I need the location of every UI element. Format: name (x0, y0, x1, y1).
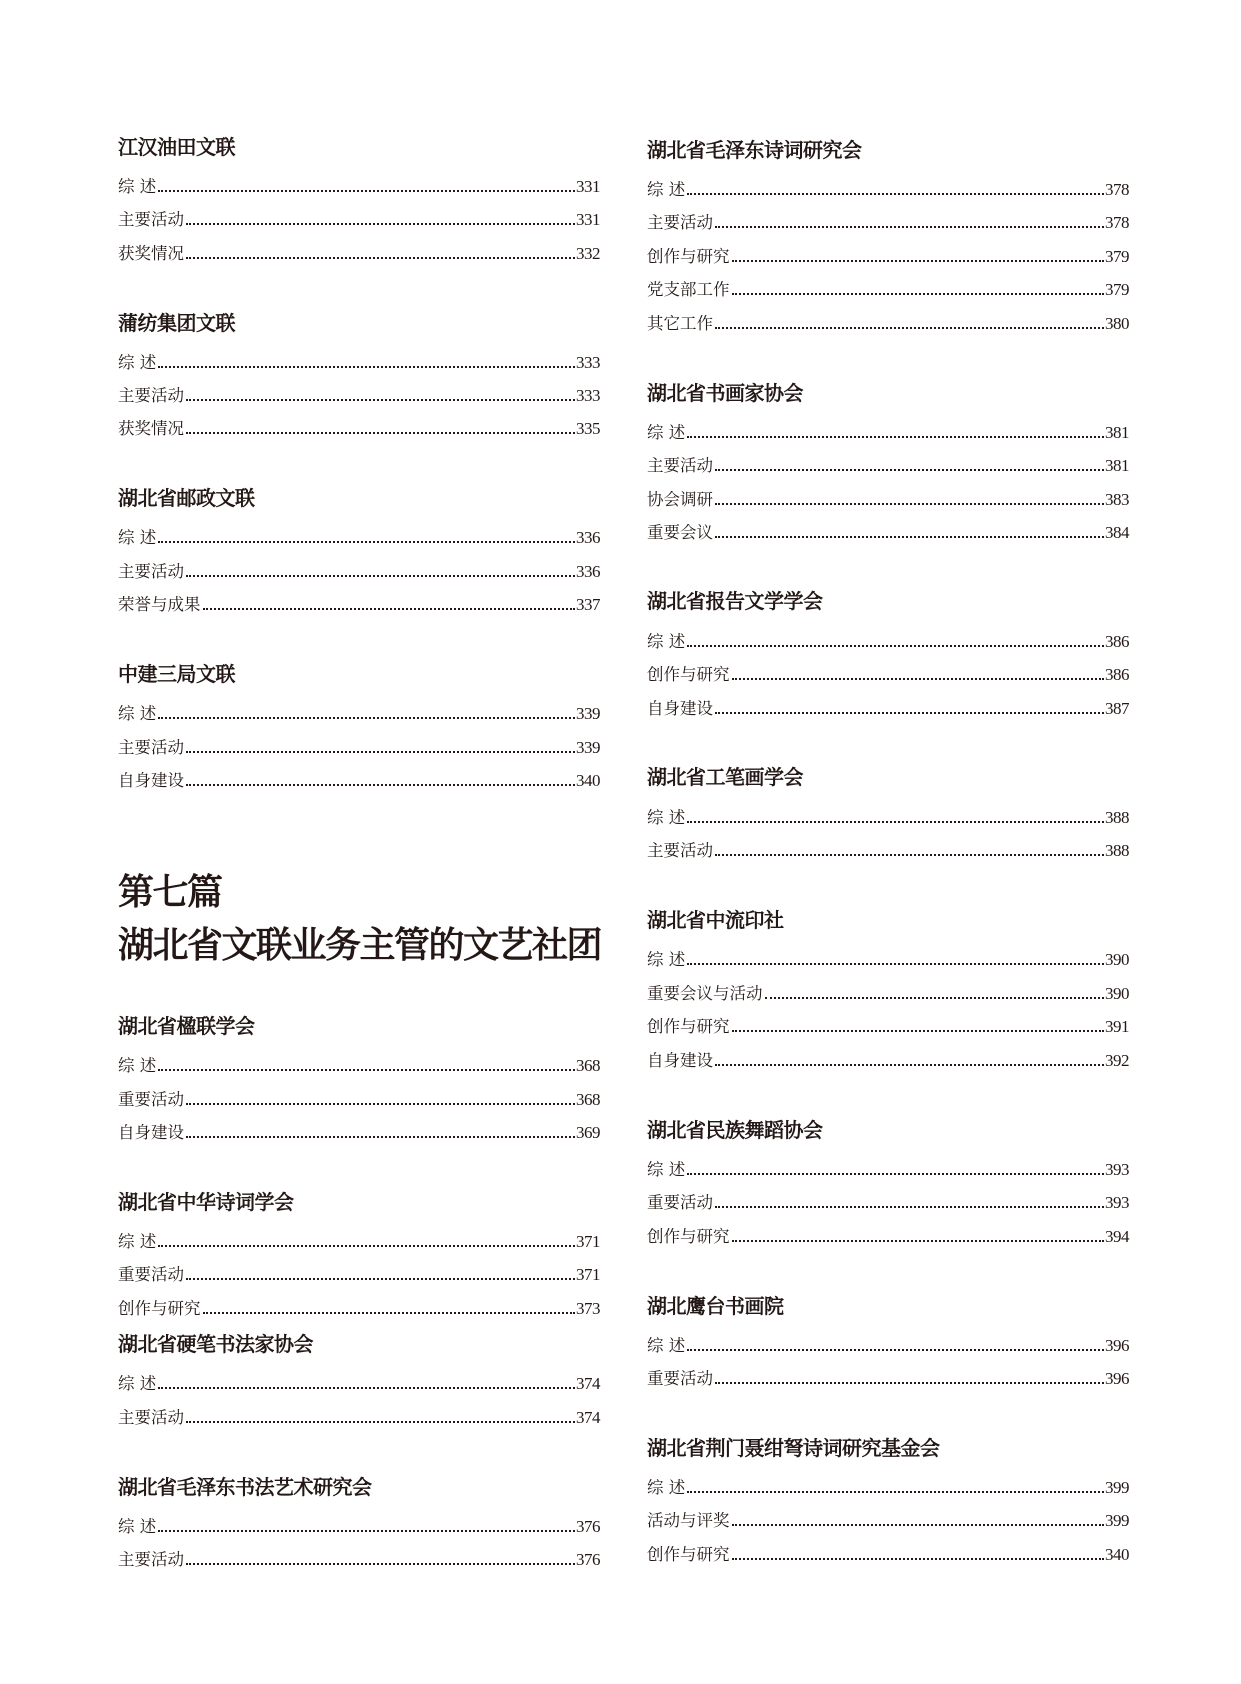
toc-entry[interactable] (647, 421, 1129, 443)
entry-label: 重要会议 (647, 523, 713, 542)
entry-label: 重要活动 (647, 1193, 713, 1212)
dot-leader (203, 1312, 576, 1314)
page-number: 336 (576, 528, 600, 547)
toc-entry[interactable] (647, 982, 1129, 1004)
entry-label: 创作与研究 (647, 1227, 730, 1246)
dot-leader (687, 821, 1104, 823)
dot-leader (158, 717, 575, 719)
dot-leader (186, 751, 575, 753)
entry-label: 创作与研究 (647, 1017, 730, 1036)
entry-label: 自身建设 (647, 699, 713, 718)
entry-label: 主要活动 (118, 738, 184, 757)
dot-leader (186, 223, 575, 225)
section-heading[interactable]: 湖北省书画家协会 (647, 381, 803, 405)
entry-label: 荣誉与成果 (118, 595, 201, 614)
entry-label: 综 述 (118, 1232, 157, 1251)
toc-entry[interactable] (118, 769, 600, 791)
page-number: 374 (576, 1374, 600, 1393)
page-number: 376 (576, 1550, 600, 1569)
dot-leader (687, 1173, 1104, 1175)
toc-entry[interactable] (647, 806, 1129, 828)
page-number: 396 (1105, 1369, 1129, 1388)
toc-entry[interactable] (647, 948, 1129, 970)
toc-entry[interactable] (118, 1230, 600, 1252)
page-number: 388 (1105, 808, 1129, 827)
dot-leader (158, 190, 575, 192)
toc-entry[interactable] (118, 175, 600, 197)
entry-label: 重要会议与活动 (647, 984, 763, 1003)
page-number: 339 (576, 738, 600, 757)
dot-leader (732, 1524, 1105, 1526)
dot-leader (687, 645, 1104, 647)
toc-entry[interactable] (647, 630, 1129, 652)
toc-entry[interactable] (118, 1548, 600, 1570)
entry-label: 重要活动 (118, 1265, 184, 1284)
toc-entry[interactable] (647, 1543, 1129, 1565)
page-number: 331 (576, 177, 600, 196)
page-number: 380 (1105, 314, 1129, 333)
page-number: 333 (576, 353, 600, 372)
page-number: 391 (1105, 1017, 1129, 1036)
entry-label: 党支部工作 (647, 280, 730, 299)
dot-leader (186, 432, 575, 434)
entry-label: 主要活动 (118, 1550, 184, 1569)
dot-leader (687, 1349, 1104, 1351)
toc-entry[interactable] (647, 521, 1129, 543)
toc-left-column (118, 0, 600, 1684)
page-number: 335 (576, 419, 600, 438)
entry-label: 获奖情况 (118, 419, 184, 438)
section-heading[interactable]: 蒲纺集团文联 (118, 311, 235, 335)
entry-label: 自身建设 (647, 1051, 713, 1070)
page-number: 381 (1105, 423, 1129, 442)
section-heading[interactable]: 湖北省硬笔书法家协会 (118, 1332, 313, 1356)
page-number: 339 (576, 704, 600, 723)
dot-leader (732, 293, 1105, 295)
entry-label: 创作与研究 (647, 247, 730, 266)
page-number: 381 (1105, 456, 1129, 475)
entry-label: 主要活动 (647, 213, 713, 232)
dot-leader (687, 436, 1104, 438)
toc-entry[interactable] (647, 245, 1129, 267)
dot-leader (715, 327, 1104, 329)
page-number: 393 (1105, 1160, 1129, 1179)
section-heading[interactable]: 湖北省楹联学会 (118, 1014, 255, 1038)
section-heading[interactable]: 湖北省荆门聂绀弩诗词研究基金会 (647, 1436, 940, 1460)
toc-entry[interactable] (647, 1015, 1129, 1037)
section-heading[interactable]: 湖北省毛泽东诗词研究会 (647, 138, 862, 162)
dot-leader (715, 854, 1104, 856)
entry-label: 主要活动 (118, 1408, 184, 1427)
dot-leader (203, 608, 576, 610)
dot-leader (687, 963, 1104, 965)
toc-entry[interactable] (647, 1509, 1129, 1531)
section-heading[interactable]: 湖北省工笔画学会 (647, 765, 803, 789)
dot-leader (186, 575, 575, 577)
toc-entry[interactable] (118, 1372, 600, 1394)
toc-entry[interactable] (647, 278, 1129, 300)
page-number: 333 (576, 386, 600, 405)
entry-label: 综 述 (647, 1478, 686, 1497)
dot-leader (158, 1387, 575, 1389)
toc-entry[interactable] (118, 242, 600, 264)
entry-label: 综 述 (647, 1336, 686, 1355)
page-number: 379 (1105, 247, 1129, 266)
dot-leader (687, 1491, 1104, 1493)
page-number: 390 (1105, 950, 1129, 969)
entry-label: 创作与研究 (647, 1545, 730, 1564)
entry-label: 综 述 (647, 632, 686, 651)
entry-label: 主要活动 (118, 562, 184, 581)
entry-label: 综 述 (118, 704, 157, 723)
dot-leader (687, 193, 1104, 195)
section-heading[interactable]: 湖北鹰台书画院 (647, 1294, 784, 1318)
page-number: 399 (1105, 1478, 1129, 1497)
dot-leader (158, 1245, 575, 1247)
dot-leader (186, 1136, 575, 1138)
page-number: 394 (1105, 1227, 1129, 1246)
entry-label: 主要活动 (118, 210, 184, 229)
section-heading[interactable]: 湖北省中华诗词学会 (118, 1190, 294, 1214)
dot-leader (186, 1278, 575, 1280)
entry-label: 综 述 (118, 1517, 157, 1536)
toc-entry[interactable] (647, 1049, 1129, 1071)
page-number: 393 (1105, 1193, 1129, 1212)
toc-entry[interactable] (118, 1406, 600, 1428)
toc-entry[interactable] (647, 312, 1129, 334)
page-number: 336 (576, 562, 600, 581)
toc-entry[interactable] (118, 417, 600, 439)
toc-entry[interactable] (118, 702, 600, 724)
toc-entry[interactable] (647, 839, 1129, 861)
page-number: 371 (576, 1265, 600, 1284)
page-number: 331 (576, 210, 600, 229)
page-number: 368 (576, 1056, 600, 1075)
section-heading[interactable]: 湖北省毛泽东书法艺术研究会 (118, 1475, 372, 1499)
toc-entry[interactable] (647, 1367, 1129, 1389)
toc-entry[interactable] (647, 697, 1129, 719)
entry-label: 自身建设 (118, 1123, 184, 1142)
part-number: 第七篇 (118, 872, 222, 913)
section-heading[interactable]: 中建三局文联 (118, 662, 235, 686)
dot-leader (732, 1240, 1105, 1242)
dot-leader (158, 1069, 575, 1071)
dot-leader (158, 366, 575, 368)
dot-leader (732, 678, 1105, 680)
entry-label: 主要活动 (647, 456, 713, 475)
dot-leader (186, 1421, 575, 1423)
entry-label: 其它工作 (647, 314, 713, 333)
dot-leader (158, 1530, 575, 1532)
toc-entry[interactable] (118, 208, 600, 230)
dot-leader (715, 503, 1104, 505)
dot-leader (715, 712, 1104, 714)
dot-leader (715, 536, 1104, 538)
entry-label: 重要活动 (647, 1369, 713, 1388)
page-number: 378 (1105, 213, 1129, 232)
toc-entry[interactable] (118, 1054, 600, 1076)
toc-entry[interactable] (647, 211, 1129, 233)
toc-entry[interactable] (118, 351, 600, 373)
entry-label: 获奖情况 (118, 244, 184, 263)
section-heading[interactable]: 江汉油田文联 (118, 135, 235, 159)
page-number: 386 (1105, 665, 1129, 684)
entry-label: 主要活动 (118, 386, 184, 405)
toc-entry[interactable] (647, 454, 1129, 476)
toc-entry[interactable] (118, 560, 600, 582)
page-number: 376 (576, 1517, 600, 1536)
page-number: 374 (576, 1408, 600, 1427)
toc-entry[interactable] (647, 1158, 1129, 1180)
page-number: 392 (1105, 1051, 1129, 1070)
entry-label: 重要活动 (118, 1090, 184, 1109)
toc-entry[interactable] (118, 526, 600, 548)
dot-leader (186, 1563, 575, 1565)
entry-label: 活动与评奖 (647, 1511, 730, 1530)
entry-label: 综 述 (647, 1160, 686, 1179)
dot-leader (732, 1030, 1105, 1032)
entry-label: 综 述 (118, 177, 157, 196)
entry-label: 综 述 (118, 1374, 157, 1393)
entry-label: 自身建设 (118, 771, 184, 790)
page-number: 369 (576, 1123, 600, 1142)
page-number: 371 (576, 1232, 600, 1251)
toc-entry[interactable] (647, 1334, 1129, 1356)
entry-label: 创作与研究 (647, 665, 730, 684)
toc-entry[interactable] (118, 1121, 600, 1143)
dot-leader (715, 1206, 1104, 1208)
entry-label: 综 述 (647, 950, 686, 969)
dot-leader (186, 399, 575, 401)
entry-label: 综 述 (118, 1056, 157, 1075)
entry-label: 创作与研究 (118, 1299, 201, 1318)
page-number: 373 (576, 1299, 600, 1318)
dot-leader (158, 541, 575, 543)
page-number: 383 (1105, 490, 1129, 509)
page-number: 387 (1105, 699, 1129, 718)
toc-entry[interactable] (118, 1515, 600, 1537)
toc-entry[interactable] (118, 1297, 600, 1319)
entry-label: 综 述 (647, 180, 686, 199)
page-number: 388 (1105, 841, 1129, 860)
page-number: 378 (1105, 180, 1129, 199)
toc-entry[interactable] (118, 384, 600, 406)
dot-leader (186, 1103, 575, 1105)
toc-entry[interactable] (118, 736, 600, 758)
dot-leader (715, 226, 1104, 228)
entry-label: 综 述 (647, 808, 686, 827)
dot-leader (715, 469, 1104, 471)
page-number: 379 (1105, 280, 1129, 299)
entry-label: 协会调研 (647, 490, 713, 509)
page-number: 332 (576, 244, 600, 263)
entry-label: 综 述 (647, 423, 686, 442)
toc-entry[interactable] (647, 663, 1129, 685)
entry-label: 主要活动 (647, 841, 713, 860)
dot-leader (765, 997, 1105, 999)
page-number: 399 (1105, 1511, 1129, 1530)
section-heading[interactable]: 湖北省民族舞蹈协会 (647, 1118, 823, 1142)
toc-entry[interactable] (118, 593, 600, 615)
dot-leader (715, 1064, 1104, 1066)
section-heading[interactable]: 湖北省邮政文联 (118, 486, 255, 510)
entry-label: 综 述 (118, 353, 157, 372)
section-heading[interactable]: 湖北省中流印社 (647, 908, 784, 932)
toc-entry[interactable] (118, 1088, 600, 1110)
dot-leader (715, 1382, 1104, 1384)
toc-entry[interactable] (647, 178, 1129, 200)
toc-entry[interactable] (647, 488, 1129, 510)
page-number: 337 (576, 595, 600, 614)
toc-entry[interactable] (647, 1191, 1129, 1213)
toc-entry[interactable] (647, 1476, 1129, 1498)
dot-leader (732, 1558, 1105, 1560)
toc-entry[interactable] (118, 1263, 600, 1285)
toc-entry[interactable] (647, 1225, 1129, 1247)
page-number: 384 (1105, 523, 1129, 542)
page-number: 368 (576, 1090, 600, 1109)
part-title: 湖北省文联业务主管的文艺社团 (118, 925, 602, 966)
dot-leader (186, 784, 575, 786)
page-number: 340 (1105, 1545, 1129, 1564)
entry-label: 综 述 (118, 528, 157, 547)
dot-leader (732, 260, 1105, 262)
page-number: 396 (1105, 1336, 1129, 1355)
page-number: 390 (1105, 984, 1129, 1003)
toc-right-column (647, 0, 1129, 1684)
dot-leader (186, 257, 575, 259)
section-heading[interactable]: 湖北省报告文学学会 (647, 589, 823, 613)
page-number: 340 (576, 771, 600, 790)
page-number: 386 (1105, 632, 1129, 651)
